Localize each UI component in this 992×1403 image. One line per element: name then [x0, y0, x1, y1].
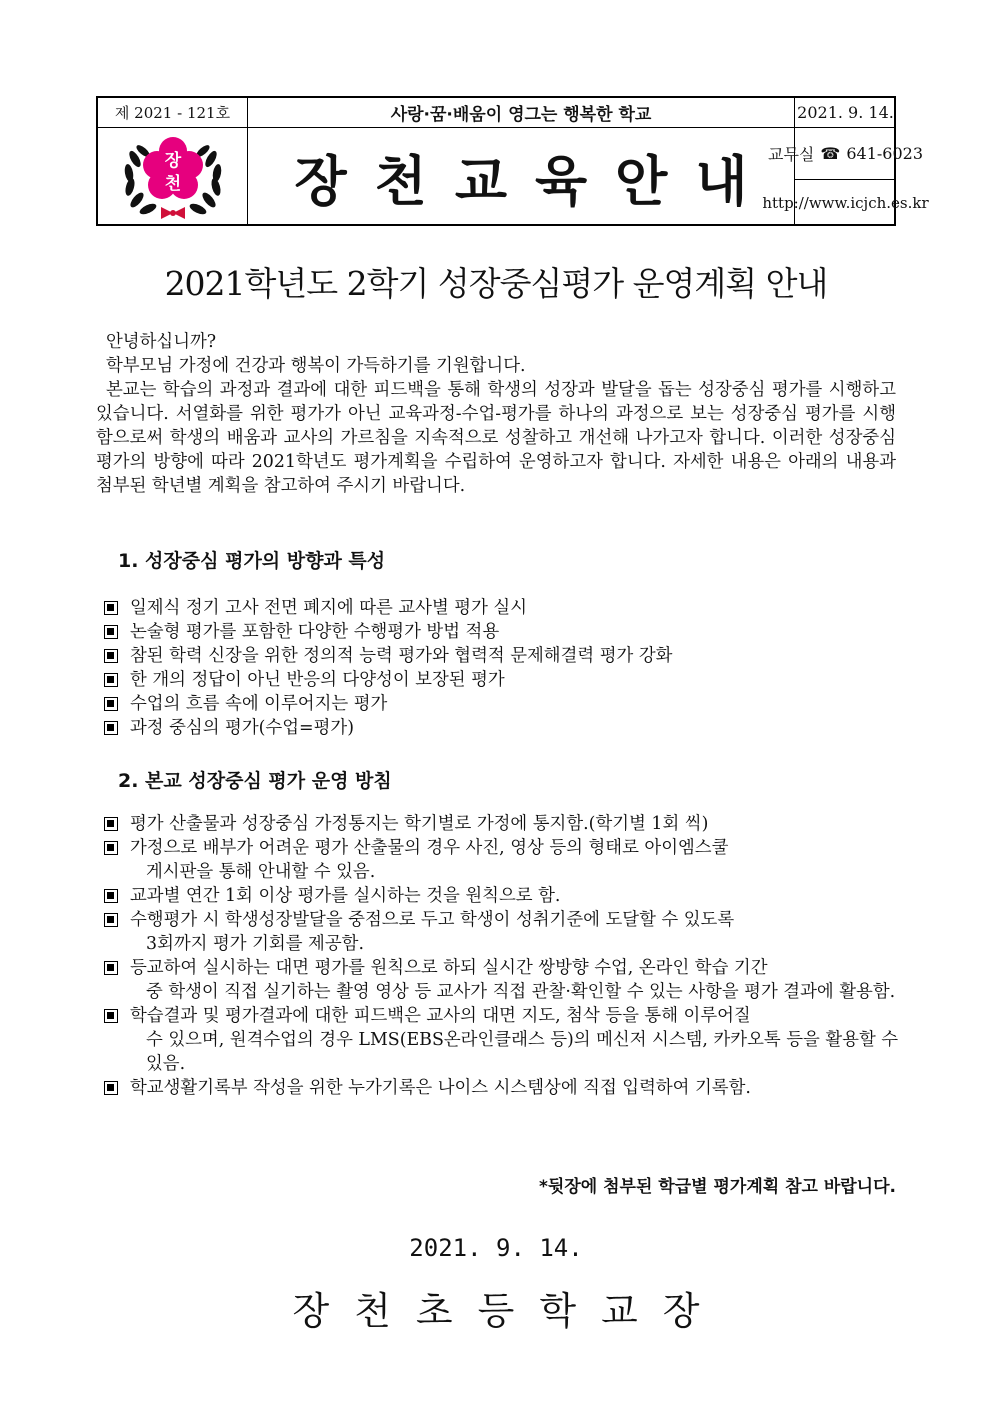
list-item: 교과별 연간 1회 이상 평가를 실시하는 것을 원칙으로 함. [104, 884, 904, 908]
square-bullet-icon [104, 697, 118, 711]
list-item: 학교생활기록부 작성을 위한 누가기록은 나이스 시스템상에 직접 입력하여 기록함. [104, 1076, 904, 1100]
square-bullet-icon [104, 625, 118, 639]
square-bullet-icon [104, 889, 118, 903]
intro-body: 본교는 학습의 과정과 결과에 대한 피드백을 통해 학생의 성장과 발달을 돕는 성장중심 평가를 시행하고 있습니다. 서열화를 위한 평가가 아닌 교육과정-수업-평가를 하나의 과정으로 보는 성장중심 평가를 시행함으로써 학생의 배움과 교사의 가르침을 지속적으로 성찰하고 개선해 나가고자 합니다. 이러한 성장중심 평가의 방향에 따라 2021학년도 평가계획을 수립하여 운영하고자 합니다. 자세한 내용은 아래의 내용과 첨부된 학년별 계획을 참고하여 주시기 바랍니다. [96, 380, 896, 496]
square-bullet-icon [104, 1009, 118, 1023]
logo-text-bottom: 천 [164, 174, 181, 194]
section1-list [104, 596, 904, 740]
document-title: 2021학년도 2학기 성장중심평가 운영계획 안내 [164, 264, 828, 303]
list-item: 논술형 평가를 포함한 다양한 수행평가 방법 적용 [104, 620, 904, 644]
list-item: 일제식 정기 고사 전면 폐지에 따른 교사별 평가 실시 [104, 596, 904, 620]
square-bullet-icon [104, 913, 118, 927]
section2-heading: 2. 본교 성장중심 평가 운영 방침 [118, 770, 392, 792]
square-bullet-icon [104, 841, 118, 855]
square-bullet-icon [104, 817, 118, 831]
list-item: 한 개의 정답이 아닌 반응의 다양성이 보장된 평가 [104, 668, 904, 692]
section2-list [104, 812, 904, 1100]
section1-heading: 1. 성장중심 평가의 방향과 특성 [118, 550, 386, 572]
school-url[interactable]: http://www.icjch.es.kr [762, 194, 929, 212]
list-item: 수행평가 시 학생성장발달을 중점으로 두고 학생이 성취기준에 도달할 수 있도록 3회까지 평가 기회를 제공함. [104, 908, 904, 956]
school-logo [98, 128, 248, 226]
square-bullet-icon [104, 721, 118, 735]
square-bullet-icon [104, 961, 118, 975]
intro-section [96, 330, 896, 498]
attachment-note: *뒷장에 첨부된 학급별 평가계획 참고 바랍니다. [539, 1177, 896, 1197]
square-bullet-icon [104, 601, 118, 615]
office-phone [768, 128, 923, 180]
school-slogan: 사랑·꿈·배움이 영그는 행복한 학교 [248, 98, 795, 128]
logo-text-top: 장 [164, 151, 181, 171]
square-bullet-icon [104, 1081, 118, 1095]
header-table [96, 96, 929, 226]
square-bullet-icon [104, 673, 118, 687]
header-date: 2021. 9. 14. [795, 98, 896, 128]
phone-number: 641-6023 [846, 144, 923, 163]
list-item: 과정 중심의 평가(수업=평가) [104, 716, 904, 740]
list-item: 가정으로 배부가 어려운 평가 산출물의 경우 사진, 영상 등의 형태로 아이엠스쿨 게시판을 통해 안내할 수 있음. [104, 836, 904, 884]
square-bullet-icon [104, 649, 118, 663]
list-item: 참된 학력 신장을 위한 정의적 능력 평가와 협력적 문제해결력 평가 강화 [104, 644, 904, 668]
list-item: 평가 산출물과 성장중심 가정통지는 학기별로 가정에 통지함.(학기별 1회 씩) [104, 812, 904, 836]
list-item: 학습결과 및 평가결과에 대한 피드백은 교사의 대면 지도, 첨삭 등을 통해 이루어질 수 있으며, 원격수업의 경우 LMS(EBS온라인클래스 등)의 메신저 시스템, 카카오톡 등을 활용할 수 있음. [104, 1004, 904, 1076]
greeting: 안녕하십니까? [106, 332, 217, 352]
phone-label: 교무실 [768, 145, 815, 164]
list-item: 수업의 흐름 속에 이루어지는 평가 [104, 692, 904, 716]
school-emblem-icon [113, 129, 233, 225]
telephone-icon: ☎ [820, 144, 841, 163]
newsletter-title: 장천교육안내 [248, 128, 795, 226]
wish: 학부모님 가정에 건강과 행복이 가득하기를 기원합니다. [106, 356, 526, 376]
principal-signature: 장천초등학교장 [292, 1289, 725, 1333]
doc-number: 제 2021 - 121호 [98, 98, 248, 128]
list-item: 등교하여 실시하는 대면 평가를 원칙으로 하되 실시간 쌍방향 수업, 온라인 학습 기간 중 학생이 직접 실기하는 촬영 영상 등 교사가 직접 관찰·확인할 수 있는 사항을 평가 결과에 활용함. [104, 956, 904, 1004]
signature-date: 2021. 9. 14. [409, 1234, 583, 1262]
